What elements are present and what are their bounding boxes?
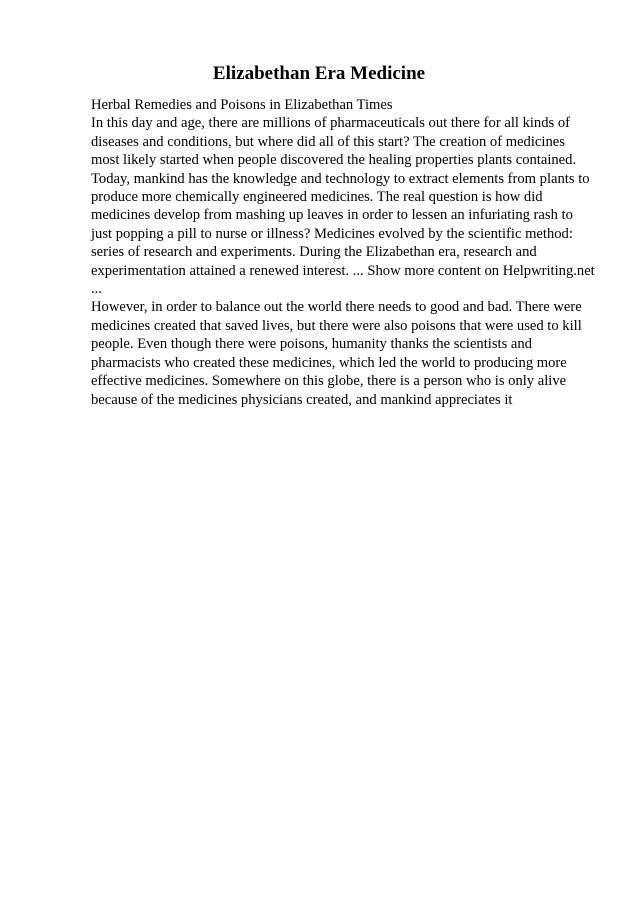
text-line: because of the medicines physicians created, and mankind appreciates it (91, 391, 513, 408)
text-line: medicines develop from mashing up leaves in order to lessen an infuriating rash to (91, 207, 573, 224)
text-line: pharmacists who created these medicines, which led the world to producing more (91, 354, 567, 371)
text-line: medicines created that saved lives, but there were also poisons that were used to kill (91, 317, 582, 334)
text-line: just popping a pill to nurse or illness? Medicines evolved by the scientific method: (91, 225, 573, 242)
text-line: However, in order to balance out the world there needs to good and bad. There were (91, 299, 582, 316)
text-line: most likely started when people discovered the healing properties plants contained. (91, 152, 577, 169)
text-line: diseases and conditions, but where did all of this start? The creation of medicines (91, 133, 565, 150)
text-line: effective medicines. Somewhere on this globe, there is a person who is only alive (91, 373, 567, 390)
text-line: series of research and experiments. During the Elizabethan era, research and (91, 244, 537, 261)
text-line: experimentation attained a renewed interest. ... Show more content on Helpwriting.net (91, 262, 595, 279)
text-line: In this day and age, there are millions of pharmaceuticals out there for all kinds of (91, 115, 570, 132)
text-line: Today, mankind has the knowledge and technology to extract elements from plants to (91, 170, 590, 187)
document-body (91, 96, 601, 409)
text-line: produce more chemically engineered medicines. The real question is how did (91, 189, 543, 206)
ellipsis-line: ... (91, 281, 102, 298)
text-line: people. Even though there were poisons, humanity thanks the scientists and (91, 336, 532, 353)
subtitle-line: Herbal Remedies and Poisons in Elizabethan Times (91, 97, 393, 113)
page-title: Elizabethan Era Medicine (212, 63, 426, 84)
